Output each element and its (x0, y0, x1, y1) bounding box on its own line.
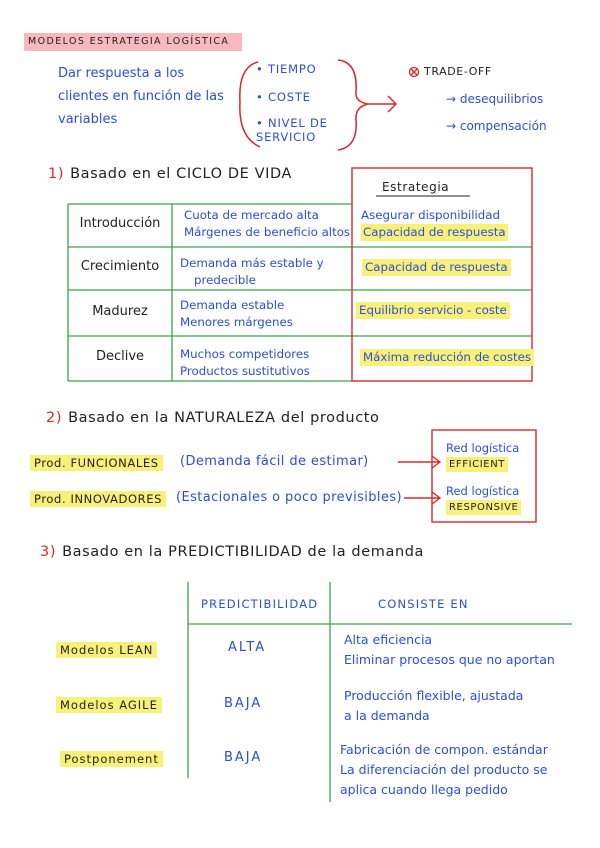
features-introduction (184, 207, 350, 241)
network-label: Red logística (446, 484, 520, 498)
feature-line: Productos sustitutivos (180, 364, 310, 378)
model-lean: Modelos LEAN (56, 642, 157, 658)
tradeoff-item-imbalance: → desequilibrios (446, 92, 544, 106)
desc-line: La diferenciación del producto se (340, 762, 548, 777)
features-maturity (180, 297, 293, 331)
predictability-agile: BAJA (224, 696, 263, 711)
network-efficient (446, 441, 519, 472)
stage-introduction: Introducción (79, 216, 161, 231)
lifecycle-table-grid (0, 0, 600, 390)
desc-postponement (340, 740, 548, 800)
feature-line: predecible (194, 273, 256, 287)
model-agile: Modelos AGILE (56, 697, 162, 713)
feature-line: Cuota de mercado alta (184, 208, 319, 222)
strategy-line: Asegurar disponibilidad (361, 208, 501, 222)
section3-title (40, 544, 424, 560)
product-innovative-desc: (Estacionales o poco previsibles) (176, 490, 402, 505)
features-growth (180, 255, 324, 289)
feature-line: Menores márgenes (180, 315, 293, 329)
desc-lean (344, 630, 555, 670)
desc-line: Eliminar procesos que no aportan (344, 652, 555, 667)
strategy-growth: Capacidad de respuesta (362, 259, 511, 276)
section1-title-text: Basado en el CICLO DE VIDA (70, 166, 292, 182)
desc-line: Alta eficiencia (344, 632, 433, 647)
section3-number: 3) (40, 544, 57, 560)
strategy-introduction (358, 207, 511, 241)
network-type-badge: RESPONSIVE (446, 500, 521, 515)
stage-growth: Crecimiento (80, 259, 160, 274)
arrow-right-icon (404, 492, 440, 504)
desc-line: a la demanda (344, 708, 430, 723)
features-decline (180, 346, 310, 380)
feature-line: Demanda más estable y (180, 256, 324, 270)
strategy-decline: Máxima reducción de costes (360, 349, 534, 366)
stage-decline: Declive (95, 349, 145, 364)
feature-line: Muchos competidores (180, 347, 310, 361)
arrow-right-icon (398, 456, 440, 468)
desc-agile (344, 686, 523, 726)
product-functional-label: Prod. FUNCIONALES (30, 455, 163, 471)
section2-number: 2) (46, 410, 63, 426)
section3-title-text: Basado en la PREDICTIBILIDAD de la demanda (62, 544, 425, 560)
desc-line: Producción flexible, ajustada (344, 688, 524, 703)
network-label: Red logística (446, 441, 520, 455)
network-responsive (446, 484, 521, 515)
strategy-header: Estrategia (382, 180, 450, 194)
column-predictability: PREDICTIBILIDAD (201, 597, 319, 611)
product-functional-desc: (Demanda fácil de estimar) (180, 454, 369, 469)
section2-title-text: Basado en la NATURALEZA del producto (68, 410, 380, 426)
feature-line: Márgenes de beneficio altos (184, 225, 351, 239)
product-innovative-label: Prod. INNOVADORES (30, 491, 166, 507)
section1-number: 1) (48, 166, 65, 182)
predictability-lean: ALTA (228, 640, 267, 655)
predictability-postponement: BAJA (224, 750, 263, 765)
intro-text: Dar respuesta a los clientes en función de las variables (58, 66, 224, 127)
tradeoff-title: TRADE-OFF (424, 65, 492, 78)
tradeoff-item-compensation: → compensación (446, 119, 547, 133)
desc-line: aplica cuando llega pedido (340, 782, 508, 797)
strategy-maturity: Equilibrio servicio - coste (356, 302, 510, 319)
page-title: MODELOS ESTRATEGIA LOGÍSTICA (24, 33, 242, 51)
factor-service-level: • NIVEL DE SERVICIO (256, 116, 328, 144)
factor-time: • TIEMPO (256, 62, 317, 76)
network-type-badge: EFFICIENT (446, 457, 508, 472)
stage-maturity: Madurez (92, 304, 148, 319)
strategy-line-highlight: Capacidad de respuesta (363, 225, 506, 239)
desc-line: Fabricación de compon. estándar (340, 742, 548, 757)
model-postponement: Postponement (60, 751, 163, 767)
column-consists: CONSISTE EN (378, 597, 469, 611)
factor-cost: • COSTE (256, 90, 311, 104)
feature-line: Demanda estable (180, 298, 285, 312)
